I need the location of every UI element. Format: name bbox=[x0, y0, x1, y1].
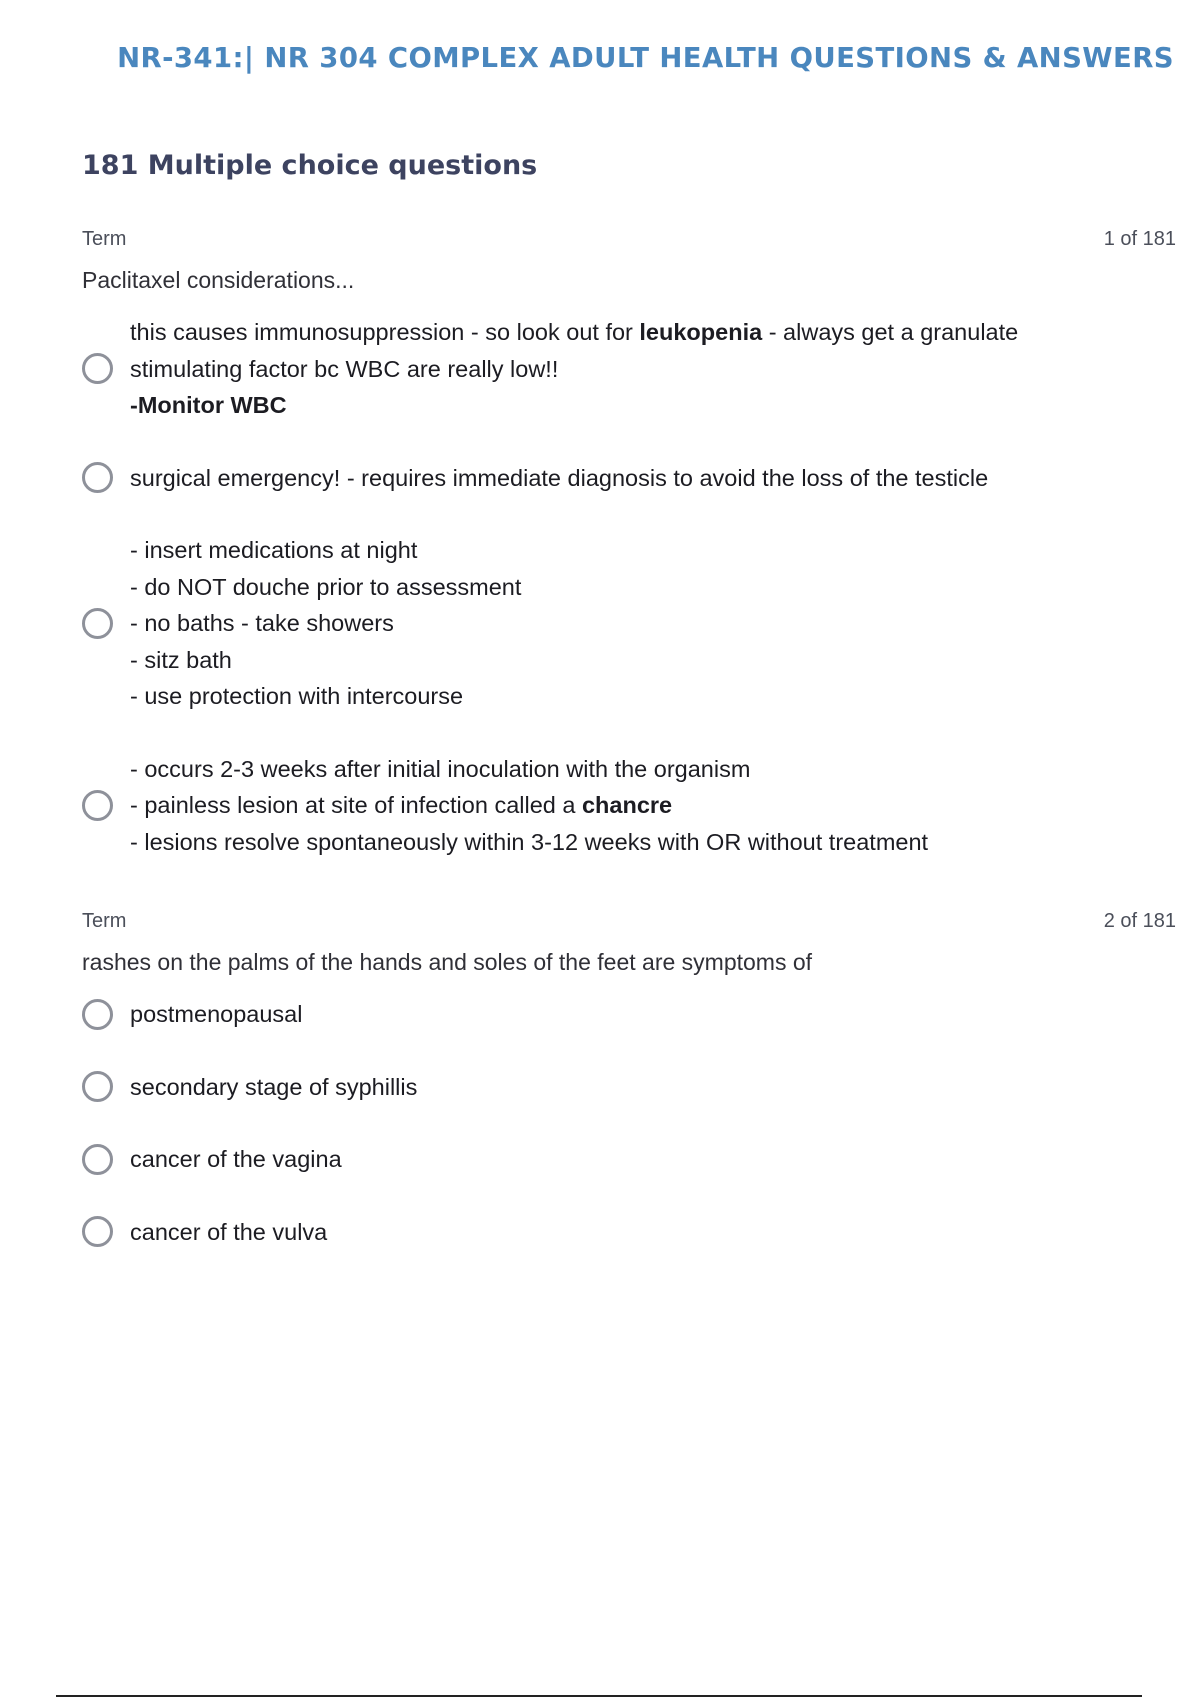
radio-button[interactable] bbox=[82, 462, 113, 493]
answer-option[interactable] bbox=[82, 996, 1176, 1033]
answer-line: cancer of the vagina bbox=[130, 1146, 342, 1172]
question-card bbox=[82, 228, 1176, 896]
answer-option-text bbox=[130, 1214, 327, 1251]
answer-option-text bbox=[130, 996, 302, 1033]
question-card bbox=[82, 910, 1176, 1286]
answer-line: - insert medications at night bbox=[130, 537, 418, 563]
answer-line: -Monitor WBC bbox=[130, 392, 287, 418]
answer-option-text bbox=[130, 751, 928, 861]
question-meta bbox=[82, 910, 1176, 936]
bottom-divider bbox=[56, 1695, 1142, 1697]
answer-option[interactable] bbox=[82, 460, 1176, 497]
answer-option-text bbox=[130, 1069, 417, 1106]
answer-option-text bbox=[130, 1141, 342, 1178]
answer-line: stimulating factor bc WBC are really low!! bbox=[130, 355, 559, 382]
answer-option[interactable] bbox=[82, 532, 1176, 715]
radio-button[interactable] bbox=[82, 1216, 113, 1247]
answer-line: - no baths - take showers bbox=[130, 610, 394, 636]
answer-option[interactable] bbox=[82, 314, 1176, 424]
radio-button[interactable] bbox=[82, 790, 113, 821]
answer-option[interactable] bbox=[82, 1214, 1176, 1251]
radio-button[interactable] bbox=[82, 1071, 113, 1102]
answer-line: - painless lesion at site of infection called a chancre bbox=[130, 792, 673, 818]
answer-line: - sitz bath bbox=[130, 646, 232, 673]
answer-line: surgical emergency! - requires immediate diagnosis to avoid the loss of the testicle bbox=[130, 464, 989, 491]
answer-option-text bbox=[130, 532, 521, 715]
answer-option-text bbox=[130, 314, 1018, 424]
radio-button[interactable] bbox=[82, 608, 113, 639]
radio-button[interactable] bbox=[82, 1144, 113, 1175]
answer-line: secondary stage of syphillis bbox=[130, 1073, 418, 1100]
radio-button[interactable] bbox=[82, 999, 113, 1030]
answer-line: - occurs 2-3 weeks after initial inoculation with the organism bbox=[130, 755, 751, 782]
question-kind-label: Term bbox=[82, 228, 127, 250]
answer-line: postmenopausal bbox=[130, 1001, 303, 1027]
radio-button[interactable] bbox=[82, 353, 113, 384]
answer-line: this causes immunosuppression - so look out for leukopenia - always get a granulate bbox=[130, 319, 1019, 345]
answer-line: - do NOT douche prior to assessment bbox=[130, 573, 522, 600]
document-title: NR-341:| NR 304 COMPLEX ADULT HEALTH QUESTIONS & ANSWERS bbox=[117, 42, 1174, 74]
answer-line: - use protection with intercourse bbox=[130, 683, 464, 709]
question-counter: 2 of 181 bbox=[1103, 910, 1176, 932]
question-meta bbox=[82, 228, 1176, 254]
question-counter: 1 of 181 bbox=[1103, 228, 1176, 250]
answer-line: - lesions resolve spontaneously within 3-12 weeks with OR without treatment bbox=[130, 828, 929, 855]
answer-options bbox=[82, 314, 1176, 860]
question-kind-label: Term bbox=[82, 910, 127, 932]
question-prompt: Paclitaxel considerations... bbox=[82, 267, 355, 293]
answer-option[interactable] bbox=[82, 751, 1176, 861]
answer-option[interactable] bbox=[82, 1141, 1176, 1178]
answer-options bbox=[82, 996, 1176, 1250]
answer-option[interactable] bbox=[82, 1069, 1176, 1106]
answer-line: cancer of the vulva bbox=[130, 1218, 328, 1245]
question-prompt: rashes on the palms of the hands and soles of the feet are symptoms of bbox=[82, 949, 813, 975]
answer-option-text bbox=[130, 460, 988, 497]
section-heading: 181 Multiple choice questions bbox=[82, 150, 538, 181]
